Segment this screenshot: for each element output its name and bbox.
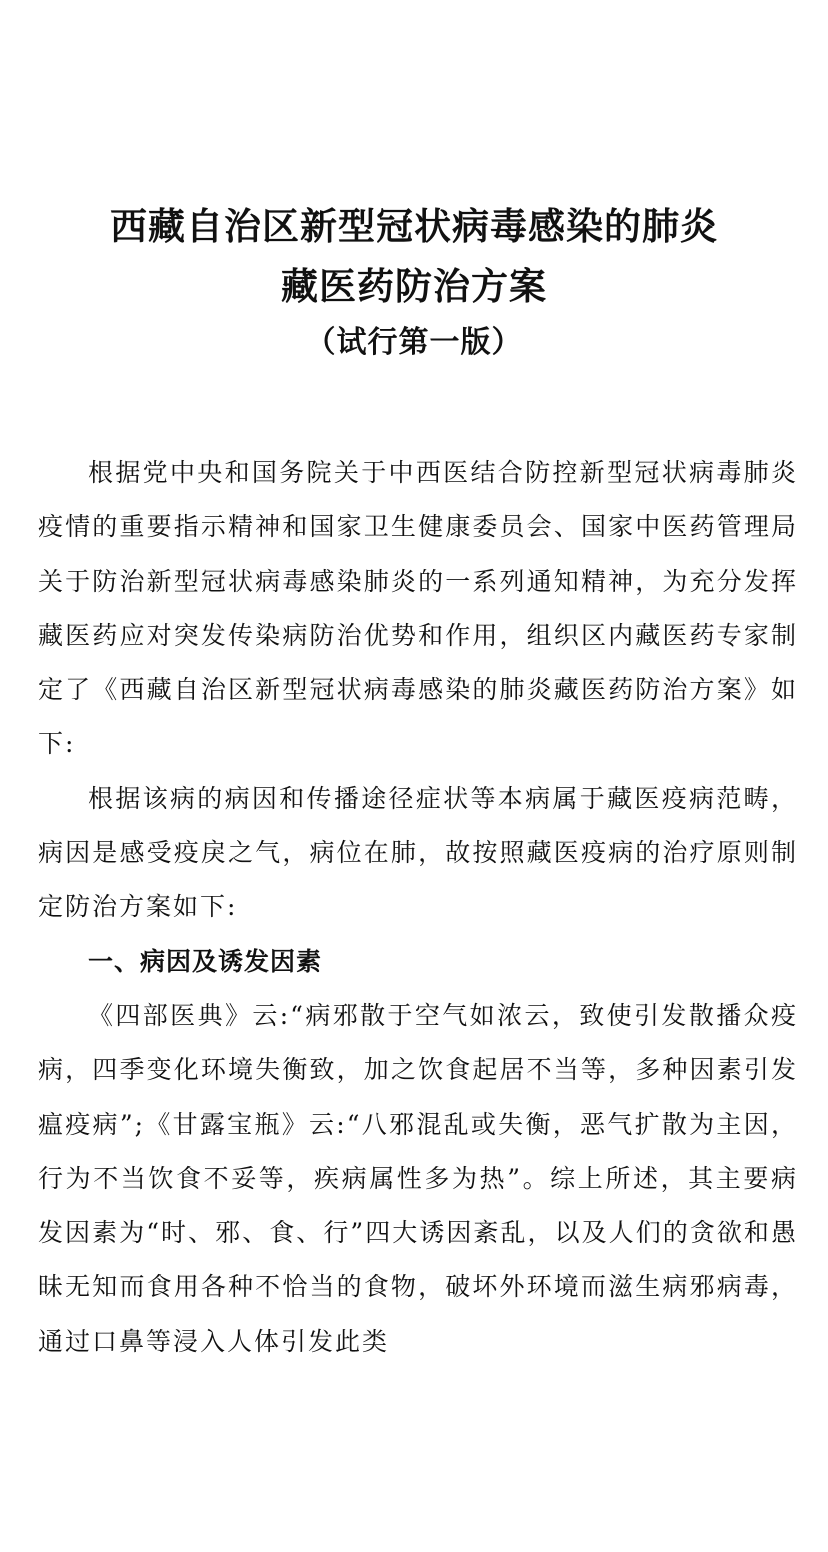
document-title-line-2: 藏医药防治方案 [281,264,547,308]
classification-paragraph: 根据该病的病因和传播途径症状等本病属于藏医疫病范畴，病因是感受疫戾之气，病位在肺，故按照藏医疫病的治疗原则制定防治方案如下: [38,783,798,922]
document-title-line-1: 西藏自治区新型冠状病毒感染的肺炎 [110,204,718,248]
section-heading: 一、病因及诱发因素 [88,946,323,976]
intro-paragraph: 根据党中央和国务院关于中西医结合防控新型冠状病毒肺炎疫情的重要指示精神和国家卫生健康委员会、国家中医药管理局关于防治新型冠状病毒感染肺炎的一系列通知精神，为充分发挥藏医药应对突发传染病防治优势和作用，组织区内藏医药专家制定了《西藏自治区新型冠状病毒感染的肺炎藏医药防治方案》如下: [38,458,798,759]
document-subtitle: （试行第一版） [305,325,523,360]
title-block [0,196,828,368]
section-paragraph: 《四部医典》云:“病邪散于空气如浓云，致使引发散播众疫病，四季变化环境失衡致，加之饮食起居不当等，多种因素引发瘟疫病”;《甘露宝瓶》云:“八邪混乱或失衡，恶气扩散为主因，行为不当饮食不妥等，疾病属性多为热”。综上所述，其主要病发因素为“时、邪、食、行”四大诱因紊乱，以及人们的贪欲和愚昧无知而食用各种不恰当的食物，破坏外环境而滋生病邪病毒，通过口鼻等浸入人体引发此类 [38,1000,798,1356]
document-body [38,446,798,1369]
